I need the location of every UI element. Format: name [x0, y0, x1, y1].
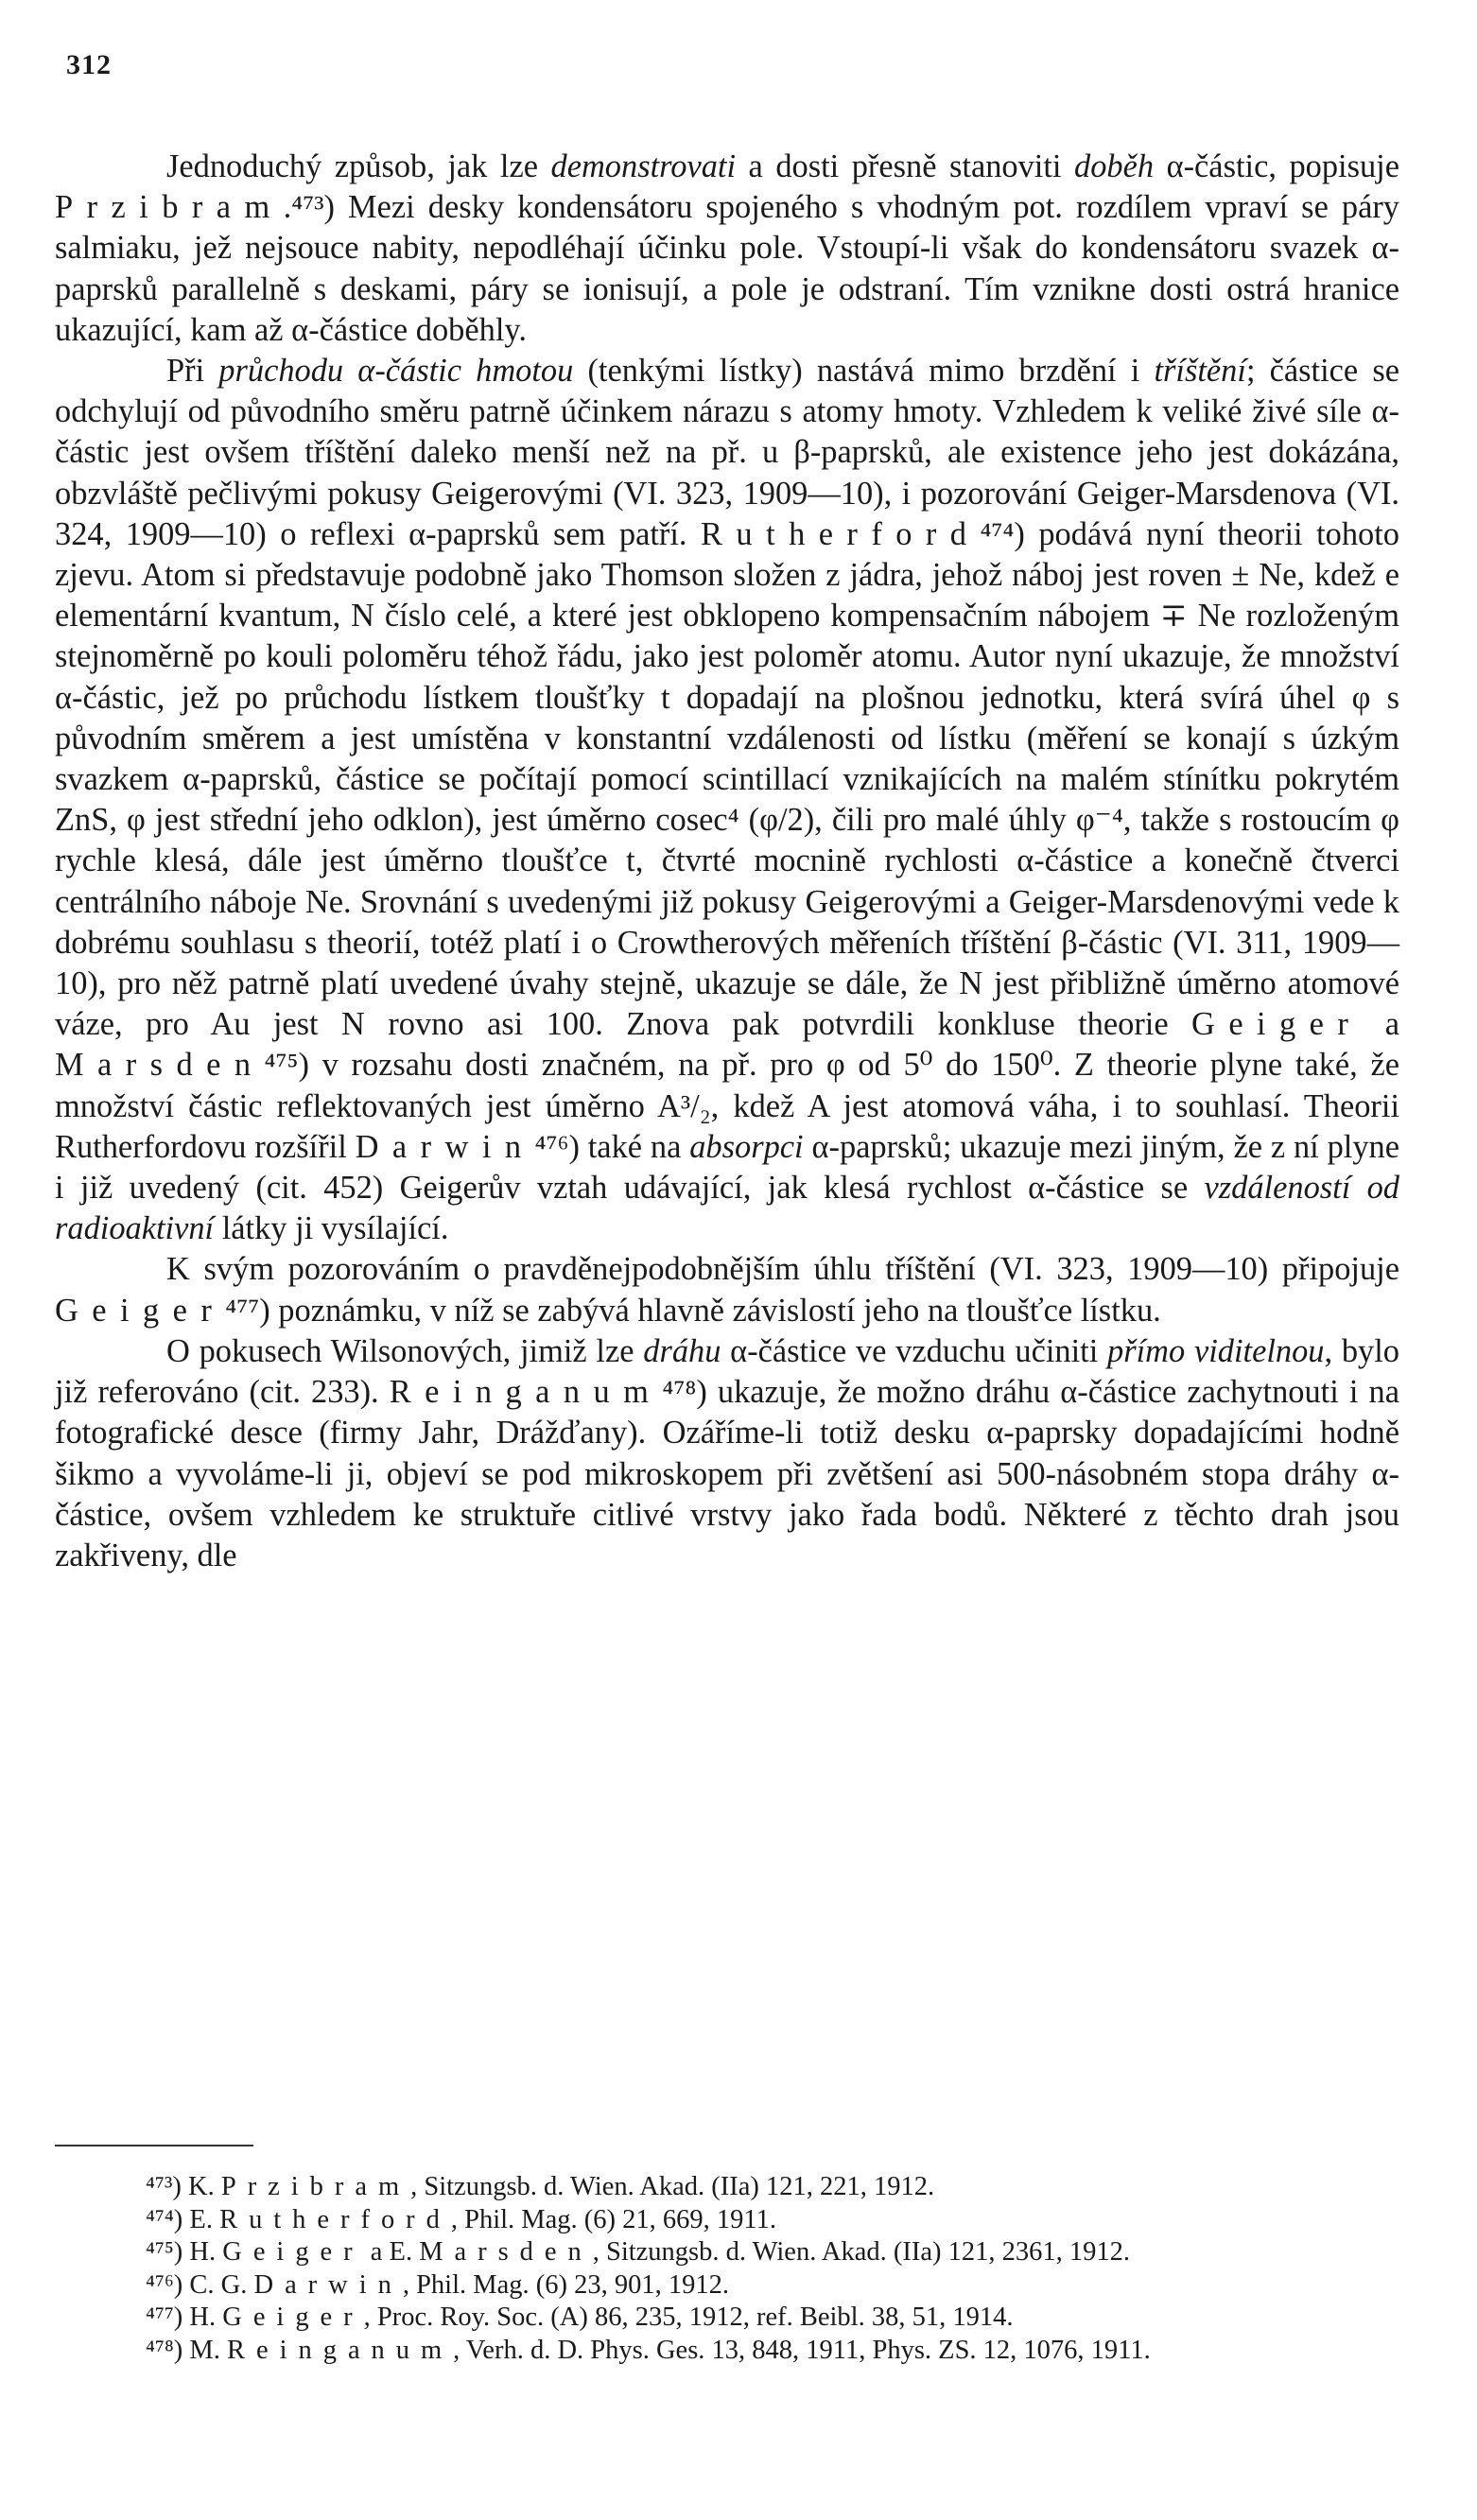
text-run-sp: Geiger: [1191, 1006, 1363, 1043]
text-run-it: dráhu: [643, 1332, 721, 1369]
paragraph: [55, 147, 1399, 351]
page-number: 312: [66, 49, 112, 80]
text-run-sp: Darwin: [355, 1128, 535, 1165]
text-run-fsp: Rutherford: [219, 2204, 451, 2234]
text-run: , Verh. d. D. Phys. Ges. 13, 848, 1911, Phys. ZS. 12, 1076, 1911.: [453, 2335, 1151, 2365]
text-run: , Sitzungsb. d. Wien. Akad. (IIa) 121, 221, 1912.: [410, 2172, 935, 2201]
text-run-it: přímo viditelnou: [1107, 1332, 1325, 1369]
text-run: ; částice se odchylují od původního směru patrně účinkem nárazu s atomy hmoty. Vzhledem k veliké živé síle α-částic jest ovšem tříštění daleko menší než na př. u β-paprsků, ale existence jeho jest dokázána, obzvláště pečlivými pokusy Geigerovými (VI. 323, 1909—10), i pozorování Geiger-Marsdenova (VI. 324, 1909—10) o reflexi α-paprsků sem patří.: [55, 353, 1399, 552]
text-run: ⁴⁷⁶) C. G.: [146, 2269, 254, 2300]
text-run: (tenkými lístky) nastává mimo brzdění i: [573, 353, 1155, 390]
paragraph: [55, 1331, 1399, 1576]
text-run: ⁴⁷⁸) M.: [146, 2335, 228, 2365]
text-run: Jednoduchý způsob, jak lze: [166, 148, 551, 184]
paragraph: [55, 1249, 1399, 1330]
text-run: K svým pozorováním o pravděnejpodobnějším úhlu tříštění (VI. 323, 1909—10) připojuje: [166, 1251, 1399, 1288]
footnote: [55, 2302, 1399, 2335]
text-run-fsp: Marsden: [419, 2237, 593, 2267]
text-run: .⁴⁷³) Mezi desky kondensátoru spojeného s vhodným pot. rozdílem vpraví se páry salmiaku, jež nejsouce nabity, nepodléhají účinku pole. Vstoupí-li však do kondensátoru svazek α-paprsků parallelně s deskami, páry se ionisují, a pole je odstraní. Tím vznikne dosti ostrá hranice ukazující, kam až α-částice doběhly.: [55, 189, 1399, 348]
text-run-fsp: Geiger: [222, 2237, 364, 2267]
footnote: [55, 2236, 1399, 2269]
text-run: Při: [166, 353, 219, 390]
footnote: [55, 2335, 1399, 2368]
text-run: látky ji vysílající.: [214, 1210, 449, 1247]
text-run-fsp: Reinganum: [227, 2335, 454, 2365]
text-run-it: vzdáleností od radioaktivní: [55, 1170, 1399, 1247]
text-run: , Sitzungsb. d. Wien. Akad. (IIa) 121, 2361, 1912.: [592, 2237, 1130, 2267]
text-run-sp: Reinganum: [389, 1374, 663, 1411]
text-run: ⁴⁷⁴) podává nyní theorii tohoto zjevu. Atom si představuje podobně jako Thomson složen z jádra, jehož náboj jest roven ± Ne, kdež e elementární kvantum, N číslo celé, a které jest obklopeno kompensačním nábojem ∓ Ne rozloženým stejnoměrně po kouli poloměru téhož řádu, jako jest poloměr atomu. Autor nyní ukazuje, že množství α-částic, jež po průchodu lístkem tloušťky t dopadají na plošnou jednotku, která svírá úhel φ s původním směrem a jest umístěna v konstantní vzdálenosti od lístku (měření se konají s úzkým svazkem α-paprsků, částice se počítají pomocí scintillací vznikajících na malém stínítku pokrytém ZnS, φ jest střední jeho odklon), jest úměrno cosec⁴ (φ/2), čili pro malé úhly φ⁻⁴, takže s rostoucím φ rychle klesá, dále jest úměrno tloušťce t, čtvrté mocnině rychlosti α-částice a konečně čtverci centrálního náboje Ne. Srovnání s uvedenými již pokusy Geigerovými a Geiger-Marsdenovými vede k dobrému souhlasu s theorií, totéž platí i o Crowtherových měřeních tříštění β-částic (VI. 311, 1909—10), pro něž patrně platí uvedené úvahy stejně, ukazuje se dále, že N jest přibližně úměrno atomové váze, pro Au jest N rovno asi 100. Znova pak potvrdili konkluse theorie: [55, 515, 1400, 1043]
text-run: α-paprsků; ukazuje mezi jiným, že z ní plyne i již uvedený (cit. 452) Geigerův vztah udávající, jak klesá rychlost α-částice se: [55, 1128, 1400, 1207]
text-run-sp: Rutherford: [701, 515, 981, 552]
text-run: ⁴⁷⁷) poznámku, v níž se zabývá hlavně závislostí jeho na tloušťce lístku.: [225, 1292, 1161, 1329]
text-run: α-částic, popisuje: [1154, 148, 1399, 184]
text-run-it: demonstrovati: [550, 148, 737, 184]
text-run: a: [1362, 1006, 1399, 1043]
text-run-fsp: Darwin: [253, 2269, 403, 2300]
text-run: ⁴⁷⁵) v rozsahu dosti značném, na př. pro φ od 5⁰ do 150⁰. Z theorie plyne také, že množství částic reflektovaných jest úměrno A³/₂, kdež A jest atomová váha, i to souhlasí. Theorii Rutherfordovu rozšířil: [55, 1047, 1399, 1165]
text-run: , bylo již referováno (cit. 233).: [55, 1332, 1399, 1411]
footnote: [55, 2269, 1399, 2303]
text-run-sp: Przibram: [55, 189, 284, 226]
text-run: , Proc. Roy. Soc. (A) 86, 235, 1912, ref. Beibl. 38, 51, 1914.: [363, 2303, 1014, 2332]
text-run-it: průchodu α-částic hmotou: [218, 353, 574, 390]
text-run: , Phil. Mag. (6) 23, 901, 1912.: [402, 2269, 729, 2300]
text-run: ⁴⁷⁷) H.: [146, 2303, 223, 2332]
body-text: [55, 147, 1399, 1576]
text-run-sp: Geiger: [55, 1292, 226, 1329]
text-run-it: doběh: [1074, 148, 1155, 184]
footnote: [55, 2204, 1399, 2237]
text-run-it: tříštění: [1154, 353, 1246, 390]
text-run: a E.: [363, 2237, 420, 2267]
text-run: ⁴⁷⁴) E.: [146, 2204, 220, 2234]
paragraph: [55, 351, 1399, 1249]
text-run-fsp: Geiger: [222, 2303, 364, 2332]
text-run: ⁴⁷⁸) ukazuje, že možno dráhu α-částice zachytnouti i na fotografické desce (firmy Jahr, Drážďany). Ozáříme-li totiž desku α-paprsky dopadajícími hodně šikmo a vyvoláme-li ji, objeví se pod mikroskopem při zvětšení asi 500-násobném stopa dráhy α-částice, ovšem vzhledem ke struktuře citlivé vrstvy jako řada bodů. Některé z těchto drah jsou zakřiveny, dle: [55, 1374, 1399, 1573]
text-run: a dosti přesně stanoviti: [736, 148, 1074, 184]
text-run-sp: Marsden: [55, 1047, 265, 1084]
text-run: ⁴⁷⁶) také na: [534, 1128, 690, 1165]
text-run-fsp: Przibram: [220, 2172, 411, 2201]
text-run: α-částice ve vzduchu učiniti: [721, 1332, 1108, 1369]
text-run-it: absorpci: [689, 1128, 804, 1165]
footnote-divider: [55, 2145, 253, 2146]
footnotes: [55, 2171, 1399, 2367]
text-run: ⁴⁷⁵) H.: [146, 2237, 223, 2267]
text-run: ⁴⁷³) K.: [146, 2172, 221, 2201]
text-run: O pokusech Wilsonových, jimiž lze: [166, 1332, 644, 1369]
text-run: , Phil. Mag. (6) 21, 669, 1911.: [450, 2204, 776, 2234]
footnote: [55, 2171, 1399, 2204]
